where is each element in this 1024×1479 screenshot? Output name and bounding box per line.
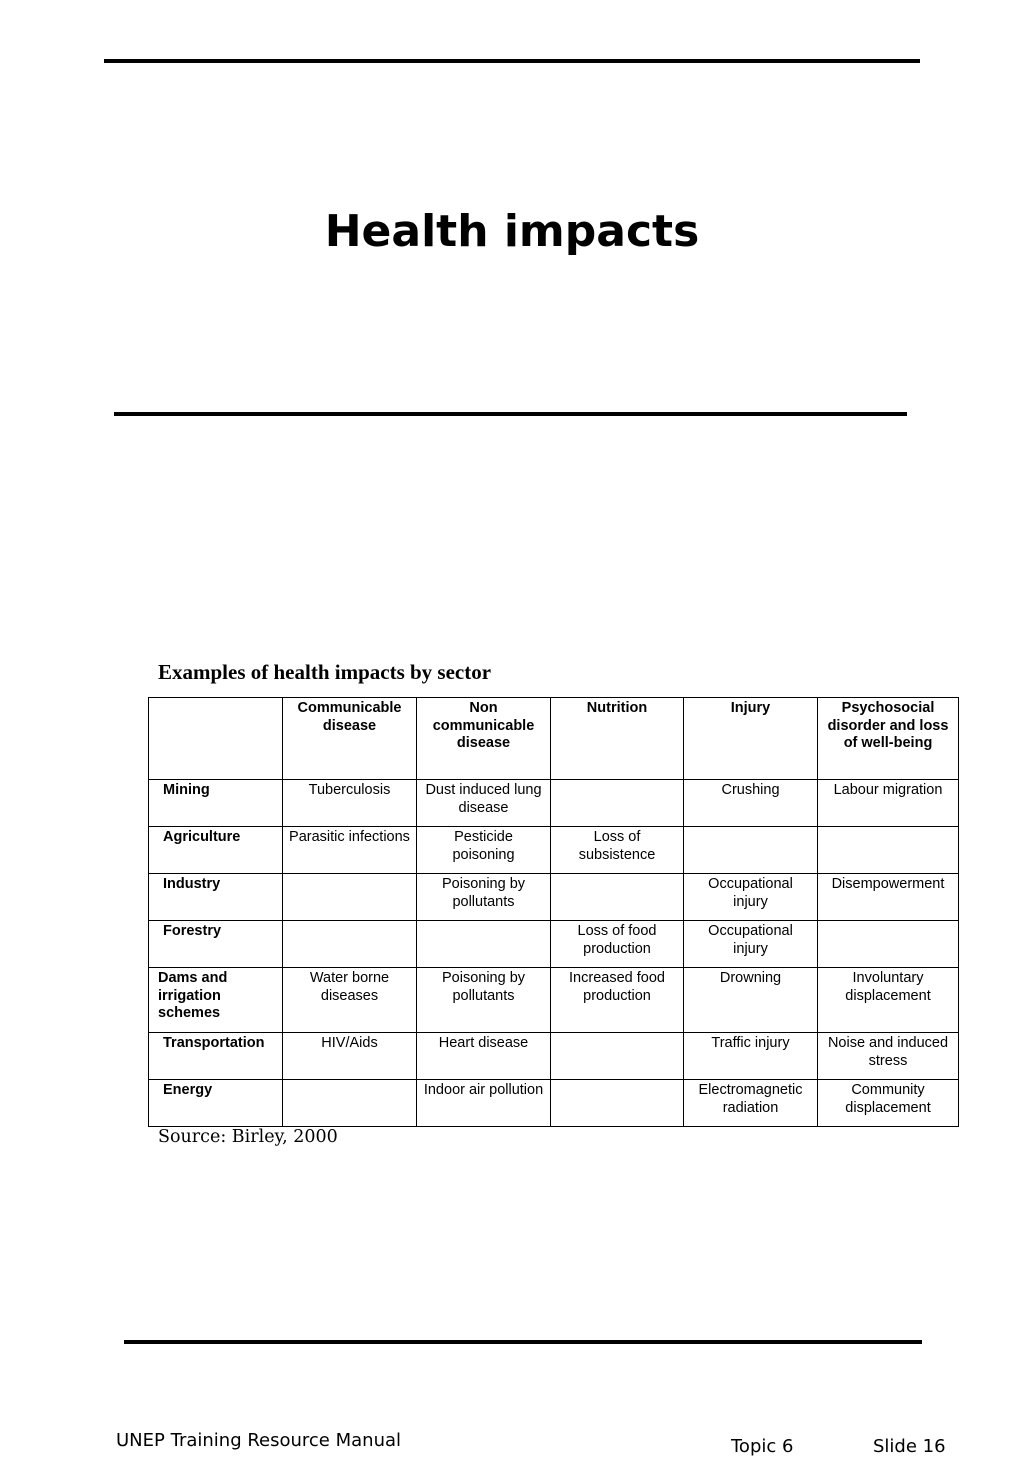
table-cell: Tuberculosis xyxy=(283,780,417,827)
table-cell xyxy=(283,874,417,921)
table-cell xyxy=(551,1080,684,1127)
table-source: Source: Birley, 2000 xyxy=(158,1127,338,1147)
column-header-non-communicable: Non communicable disease xyxy=(417,698,551,780)
table-cell: Water borne diseases xyxy=(283,968,417,1033)
slide-title: Health impacts xyxy=(324,206,700,257)
table-caption: Examples of health impacts by sector xyxy=(158,660,492,684)
table-row xyxy=(149,968,959,1033)
table-row xyxy=(149,1080,959,1127)
footer-manual-name: UNEP Training Resource Manual xyxy=(116,1430,402,1451)
table-cell: Parasitic infections xyxy=(283,827,417,874)
footer-topic: Topic 6 xyxy=(731,1436,794,1457)
column-header-psychosocial: Psychosocial disorder and loss of well-being xyxy=(818,698,959,780)
row-header-sector: Dams and irrigation schemes xyxy=(149,968,283,1033)
row-header-sector: Forestry xyxy=(149,921,283,968)
table-row xyxy=(149,827,959,874)
table-cell: Labour migration xyxy=(818,780,959,827)
table-row xyxy=(149,874,959,921)
table-cell: Disempowerment xyxy=(818,874,959,921)
table-cell xyxy=(417,921,551,968)
table-header-row xyxy=(149,698,959,780)
table-cell: Electromagnetic radiation xyxy=(684,1080,818,1127)
table-cell: HIV/Aids xyxy=(283,1033,417,1080)
top-divider xyxy=(104,59,920,63)
table-cell: Indoor air pollution xyxy=(417,1080,551,1127)
table-cell xyxy=(551,1033,684,1080)
health-impacts-table xyxy=(148,697,959,1127)
column-header-nutrition: Nutrition xyxy=(551,698,684,780)
row-header-sector: Agriculture xyxy=(149,827,283,874)
table-row xyxy=(149,1033,959,1080)
table-cell: Occupational injury xyxy=(684,874,818,921)
row-header-sector: Energy xyxy=(149,1080,283,1127)
table-cell xyxy=(818,827,959,874)
table-cell: Drowning xyxy=(684,968,818,1033)
row-header-sector: Transportation xyxy=(149,1033,283,1080)
middle-divider xyxy=(114,412,907,416)
table-cell xyxy=(818,921,959,968)
table-row xyxy=(149,780,959,827)
table-cell: Involuntary displacement xyxy=(818,968,959,1033)
table-cell: Noise and induced stress xyxy=(818,1033,959,1080)
table-cell: Loss of food production xyxy=(551,921,684,968)
column-header-blank xyxy=(149,698,283,780)
table-cell: Pesticide poisoning xyxy=(417,827,551,874)
bottom-divider xyxy=(124,1340,922,1344)
table-cell: Dust induced lung disease xyxy=(417,780,551,827)
table-cell xyxy=(283,1080,417,1127)
table-cell: Occupational injury xyxy=(684,921,818,968)
table-cell: Crushing xyxy=(684,780,818,827)
table-cell: Increased food production xyxy=(551,968,684,1033)
table-cell: Poisoning by pollutants xyxy=(417,874,551,921)
table-cell: Loss of subsistence xyxy=(551,827,684,874)
table-cell xyxy=(551,874,684,921)
table-cell xyxy=(551,780,684,827)
table-cell: Poisoning by pollutants xyxy=(417,968,551,1033)
row-header-sector: Industry xyxy=(149,874,283,921)
footer-slide-number: Slide 16 xyxy=(873,1436,946,1457)
table-cell xyxy=(684,827,818,874)
column-header-injury: Injury xyxy=(684,698,818,780)
table-cell xyxy=(283,921,417,968)
table-cell: Heart disease xyxy=(417,1033,551,1080)
table-cell: Traffic injury xyxy=(684,1033,818,1080)
row-header-sector: Mining xyxy=(149,780,283,827)
column-header-communicable: Communicable disease xyxy=(283,698,417,780)
table-cell: Community displacement xyxy=(818,1080,959,1127)
table-row xyxy=(149,921,959,968)
